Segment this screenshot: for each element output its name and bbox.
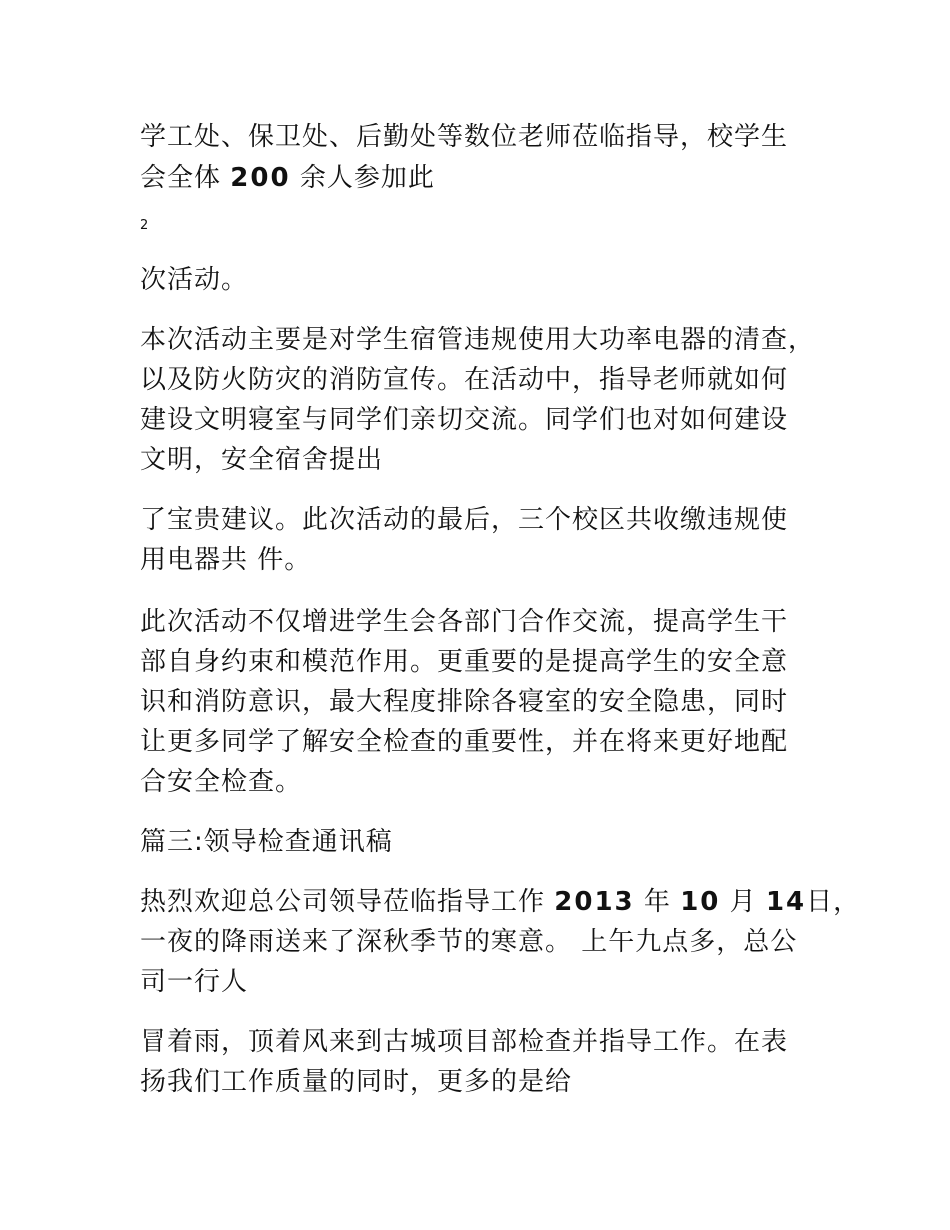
paragraph-line: 识和消防意识，最大程度排除各寝室的安全隐患，同时 (140, 687, 789, 717)
paragraph-line: 本次活动主要是对学生宿管违规使用大功率电器的清查， (140, 325, 816, 355)
paragraph-line: 司一行人 (140, 967, 249, 997)
text-span: 月 (729, 887, 757, 917)
paragraph-line: 了宝贵建议。此次活动的最后，三个校区共收缴违规使 (140, 505, 789, 535)
day-span: 14 (765, 887, 807, 917)
number-span: 200 (230, 163, 291, 193)
text-span: 年 (643, 887, 671, 917)
paragraph-line (140, 882, 860, 922)
year-span: 2013 (554, 887, 635, 917)
paragraph-line: 扬我们工作质量的同时，更多的是给 (140, 1067, 573, 1097)
paragraph-line: 一夜的降雨送来了深秋季节的寒意。 上午九点多，总公 (140, 927, 798, 957)
section-heading: 篇三:领导检查通讯稿 (140, 827, 393, 857)
month-span: 10 (680, 887, 721, 917)
text-span: 余人参加此 (299, 163, 435, 193)
paragraph-line: 冒着雨，顶着风来到古城项目部检查并指导工作。在表 (140, 1027, 789, 1057)
paragraph-line: 学工处、保卫处、后勤处等数位老师莅临指导，校学生 (140, 122, 789, 152)
paragraph-line: 以及防火防灾的消防宣传。在活动中，指导老师就如何 (140, 365, 789, 395)
paragraph-line: 此次活动不仅增进学生会各部门合作交流，提高学生干 (140, 607, 789, 637)
paragraph-line: 建设文明寝室与同学们亲切交流。同学们也对如何建设 (140, 405, 789, 435)
paragraph-line (140, 158, 435, 198)
text-span: 热烈欢迎总公司领导莅临指导工作 (140, 887, 546, 917)
paragraph-line: 让更多同学了解安全检查的重要性，并在将来更好地配 (140, 727, 789, 757)
paragraph-line: 文明，安全宿舍提出 (140, 445, 384, 475)
text-span: 日， (806, 887, 861, 917)
paragraph-line: 部自身约束和模范作用。更重要的是提高学生的安全意 (140, 647, 789, 677)
paragraph-line: 用电器共 件。 (140, 545, 312, 575)
text-span: 会全体 (140, 163, 222, 193)
paragraph-line: 合安全检查。 (140, 767, 303, 797)
paragraph-line: 次活动。 (140, 265, 249, 295)
page-number: 2 (140, 218, 149, 233)
